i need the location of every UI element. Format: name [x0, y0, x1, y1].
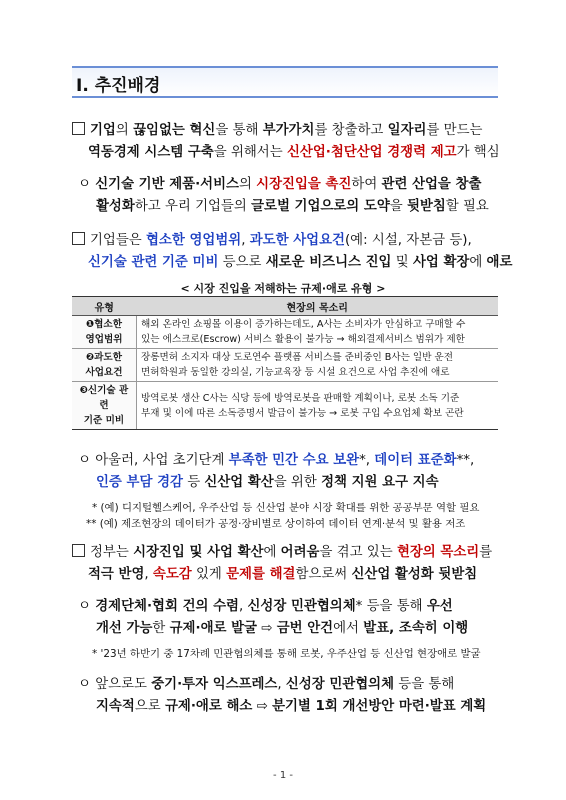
table-cell-type: ❶협소한 영업범위	[72, 316, 137, 349]
text-run: 신성장 민관협의체	[247, 599, 356, 614]
text-run: 과도한 사업요건	[249, 233, 345, 248]
paragraph-4-line-2	[96, 474, 439, 492]
text-run: 끊임없는 혁신	[133, 123, 216, 138]
text-run: 역동경제 시스템 구축	[88, 145, 214, 160]
text-run: **,	[456, 453, 475, 468]
text-run: 발표, 조속히 이행	[363, 621, 469, 636]
text-run: 규제·애로 발굴	[169, 621, 257, 636]
text-run: 부족한 민간 수요 보완	[228, 453, 360, 468]
text-run: 신산업·첨단산업 경쟁력 제고	[286, 145, 457, 160]
text-run: 신기술 관련 기준 미비	[88, 255, 219, 270]
text-run: 으로	[134, 699, 165, 714]
circle-bullet-icon: ㅇ	[78, 677, 96, 692]
text-run: ⇨	[256, 621, 277, 636]
text-run: 에	[469, 255, 487, 270]
paragraph-1-line-2	[88, 144, 500, 162]
text-run: 정부는	[90, 545, 134, 560]
text-run: * 등을 통해	[355, 599, 427, 614]
text-run: 분기별 1회 개선방안 마련·발표 계획	[272, 699, 487, 714]
text-run: 기업들은	[90, 233, 146, 248]
paragraph-7-line-2	[96, 698, 486, 716]
text-run: ,	[241, 233, 250, 248]
table-cell-voice: 해외 온라인 쇼핑몰 이용이 증가하는데도, A사는 소비자가 안심하고 구매할 수 있는 에스크로(Escrow) 서비스 활용이 불가능 → 해외결제서비스 범위가 제한	[137, 316, 499, 349]
text-run: 를	[479, 545, 493, 560]
text-run: 금번 안건	[276, 621, 334, 636]
text-run: 데이터 표준화	[374, 453, 457, 468]
table-header-row	[72, 297, 498, 316]
text-run: 규제·애로 해소	[164, 699, 253, 714]
text-run: 부가가치	[262, 123, 315, 138]
table-row	[72, 316, 498, 349]
text-run: 하고 우리 기업들의	[134, 199, 252, 214]
table-header-voice: 현장의 목소리	[137, 297, 499, 316]
square-bullet-icon	[72, 122, 85, 135]
text-run: 어려움	[280, 545, 320, 560]
text-run: 시장진입을 촉진	[256, 177, 352, 192]
paragraph-5-line-2	[88, 566, 477, 584]
text-run: 의	[115, 123, 134, 138]
text-run: 정책 지원 요구 지속	[321, 475, 439, 490]
text-run: 새로운 비즈니스 진입	[265, 255, 392, 270]
square-bullet-icon	[72, 544, 85, 557]
text-run: 을 위해서는	[213, 145, 287, 160]
text-run: 을 겪고 있는	[319, 545, 397, 560]
circle-bullet-icon: ㅇ	[78, 177, 96, 192]
paragraph-3-line-1	[72, 232, 472, 250]
text-run: 인증 부담 경감	[96, 475, 183, 490]
circle-bullet-icon: ㅇ	[78, 453, 96, 468]
paragraph-4-line-1	[78, 452, 474, 470]
table-cell-voice: 방역로봇 생산 C사는 식당 등에 방역로봇을 판매할 계획이나, 로봇 소독 기준 부재 및 이에 따른 소독증명서 발급이 불가능 → 로봇 구입 수요업체 확보 곤란	[137, 382, 499, 430]
text-run: 을 통해	[215, 123, 263, 138]
text-run: 애로	[486, 255, 513, 270]
footnote-3: * '23년 하반기 중 17차례 민관협의체를 통해 로봇, 우주산업 등 신산업 현장애로 발굴	[92, 648, 481, 660]
text-run: 경제단체·협회 건의 수렴	[95, 599, 239, 614]
text-run: 협소한 영업범위	[146, 233, 242, 248]
text-run: 의	[238, 177, 257, 192]
text-run: ,	[238, 599, 248, 614]
text-run: 할 필요	[445, 199, 489, 214]
text-run: 아울러, 사업 초기단계	[95, 453, 229, 468]
square-bullet-icon	[72, 232, 85, 245]
text-run: 를 창출하고	[314, 123, 388, 138]
text-run: 현장의 목소리	[396, 545, 480, 560]
text-run: 일자리	[387, 123, 427, 138]
page-number: - 1 -	[273, 770, 293, 781]
footnote-1: * (예) 디지털헬스케어, 우주산업 등 신산업 분야 시장 확대를 위한 공공부문 역할 필요	[92, 502, 480, 514]
paragraph-1-line-1	[72, 122, 482, 140]
table-header-type: 유형	[72, 297, 137, 316]
text-run: 글로벌 기업으로의 도약	[251, 199, 390, 214]
text-run: 함으로써	[295, 567, 352, 582]
paragraph-6-line-2	[96, 620, 468, 638]
text-run: 중기·투자 익스프레스	[151, 677, 278, 692]
text-run: 하여	[351, 177, 382, 192]
text-run: (예: 시설, 자본금 등),	[344, 233, 472, 248]
circle-bullet-icon: ㅇ	[78, 599, 96, 614]
text-run: 개선 가능	[96, 621, 153, 636]
regulation-table	[72, 296, 498, 430]
paragraph-3-line-2	[88, 254, 512, 272]
text-run: 신산업 활성화 뒷받침	[351, 567, 478, 582]
text-run: *,	[359, 453, 375, 468]
text-run: ,	[277, 677, 286, 692]
text-run: 문제를 해결	[226, 567, 296, 582]
text-run: 지속적	[96, 699, 135, 714]
text-run: 등을 통해	[394, 677, 455, 692]
table-cell-voice: 장롱면허 소지자 대상 도로연수 플랫폼 서비스를 준비중인 B사는 일반 운전 면허학원과 동일한 강의실, 기능교육장 등 시설 요건으로 사업 추진에 애로	[137, 349, 499, 382]
table-row	[72, 382, 498, 430]
text-run: 한	[152, 621, 170, 636]
text-run: 관련 산업을 창출	[381, 177, 482, 192]
table-cell-type: ❷과도한 사업요건	[72, 349, 137, 382]
text-run: ⇨	[252, 699, 273, 714]
section-title-bar	[72, 66, 498, 98]
text-run: 속도감	[152, 567, 192, 582]
table-caption: < 시장 진입을 저해하는 규제·애로 유형 >	[180, 282, 386, 295]
table-cell-type: ❸신기술 관련 기준 미비	[72, 382, 137, 430]
text-run: 있게	[191, 567, 227, 582]
text-run: 신성장 민관협의체	[285, 677, 395, 692]
text-run: 에	[263, 545, 281, 560]
footnote-2: ** (예) 제조현장의 데이터가 공정·장비별로 상이하여 데이터 연계·분석 및 활용 저조	[86, 518, 466, 530]
text-run: 및	[391, 255, 413, 270]
text-run: 우선	[426, 599, 453, 614]
paragraph-2-line-1	[78, 176, 481, 194]
text-run: 을 위한	[273, 475, 322, 490]
paragraph-2-line-2	[96, 198, 489, 216]
text-run: 앞으로도	[95, 677, 152, 692]
text-run: 신산업 확산	[204, 475, 274, 490]
text-run: 활성화	[96, 199, 135, 214]
text-run: 시장진입 및 사업 확산	[133, 545, 264, 560]
text-run: 뒷받침	[406, 199, 446, 214]
text-run: 가 핵심	[456, 145, 500, 160]
paragraph-6-line-1	[78, 598, 453, 616]
text-run: 기업	[90, 123, 116, 138]
section-title: Ⅰ. 추진배경	[76, 76, 161, 96]
paragraph-5-line-1	[72, 544, 492, 562]
text-run: 등	[182, 475, 205, 490]
text-run: 신기술 기반 제품·서비스	[95, 177, 239, 192]
text-run: 을	[389, 199, 407, 214]
text-run: 를 만드는	[426, 123, 483, 138]
text-run: 적극 반영	[88, 567, 145, 582]
text-run: ,	[144, 567, 153, 582]
table-row	[72, 349, 498, 382]
text-run: 에서	[333, 621, 364, 636]
text-run: 사업 확장	[412, 255, 470, 270]
text-run: 등으로	[218, 255, 266, 270]
paragraph-7-line-1	[78, 676, 454, 694]
